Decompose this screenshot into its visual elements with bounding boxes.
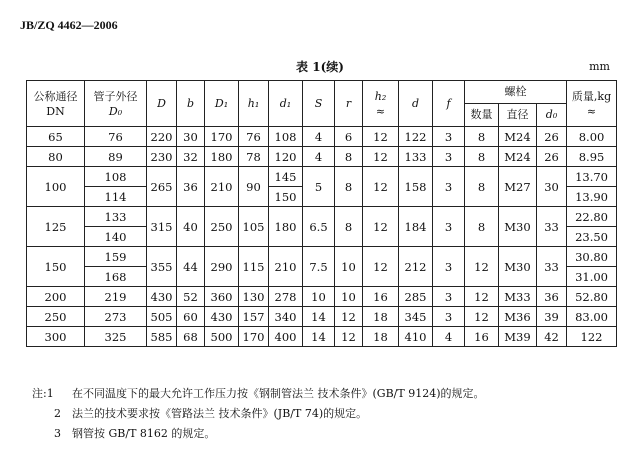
col-header-bolt-qty: 数量	[465, 104, 499, 127]
col-header-S: S	[303, 81, 335, 127]
cell-bolt-dia: M30	[499, 247, 537, 287]
cell-d: 212	[399, 247, 433, 287]
col-header-dn: 公称通径 DN	[27, 81, 85, 127]
cell-d: 184	[399, 207, 433, 247]
flange-dimension-table	[26, 80, 617, 347]
notes	[32, 384, 485, 444]
cell-f: 3	[433, 307, 465, 327]
cell-h2: 12	[363, 127, 399, 147]
cell-dn: 125	[27, 207, 85, 247]
cell-b: 40	[177, 207, 205, 247]
cell-d: 133	[399, 147, 433, 167]
cell-r: 8	[335, 167, 363, 207]
cell-f: 3	[433, 287, 465, 307]
cell-h2: 18	[363, 327, 399, 347]
cell-pipe-od: 325	[85, 327, 147, 347]
cell-bolt-d0: 42	[537, 327, 567, 347]
cell-bolt-qty: 12	[465, 287, 499, 307]
table-row	[27, 307, 617, 327]
cell-d1: 400	[269, 327, 303, 347]
cell-bolt-dia: M30	[499, 207, 537, 247]
cell-dn: 80	[27, 147, 85, 167]
cell-D1: 290	[205, 247, 239, 287]
col-header-f: f	[433, 81, 465, 127]
cell-D1: 170	[205, 127, 239, 147]
cell-r: 8	[335, 207, 363, 247]
cell-bolt-qty: 12	[465, 307, 499, 327]
cell-D: 430	[147, 287, 177, 307]
cell-mass: 30.80	[567, 247, 617, 267]
cell-d1: 278	[269, 287, 303, 307]
cell-mass: 83.00	[567, 307, 617, 327]
cell-h1: 115	[239, 247, 269, 287]
table-row	[27, 327, 617, 347]
cell-mass: 8.00	[567, 127, 617, 147]
cell-D1: 430	[205, 307, 239, 327]
table-row	[27, 127, 617, 147]
col-header-D: D	[147, 81, 177, 127]
cell-pipe-od: 140	[85, 227, 147, 247]
cell-d1: 340	[269, 307, 303, 327]
cell-d1: 180	[269, 207, 303, 247]
cell-d1: 108	[269, 127, 303, 147]
unit-label: mm	[589, 60, 610, 73]
cell-d: 410	[399, 327, 433, 347]
cell-d: 285	[399, 287, 433, 307]
cell-dn: 100	[27, 167, 85, 207]
cell-f: 3	[433, 207, 465, 247]
cell-D: 505	[147, 307, 177, 327]
col-header-bolt-dia: 直径	[499, 104, 537, 127]
cell-r: 10	[335, 287, 363, 307]
col-header-d: d	[399, 81, 433, 127]
cell-d1: 210	[269, 247, 303, 287]
cell-bolt-qty: 8	[465, 167, 499, 207]
cell-pipe-od: 219	[85, 287, 147, 307]
cell-mass: 122	[567, 327, 617, 347]
cell-d: 158	[399, 167, 433, 207]
cell-f: 3	[433, 247, 465, 287]
col-header-b: b	[177, 81, 205, 127]
cell-S: 7.5	[303, 247, 335, 287]
cell-D: 265	[147, 167, 177, 207]
cell-dn: 150	[27, 247, 85, 287]
cell-S: 14	[303, 307, 335, 327]
table-row	[27, 147, 617, 167]
cell-h1: 170	[239, 327, 269, 347]
cell-h1: 76	[239, 127, 269, 147]
cell-b: 36	[177, 167, 205, 207]
cell-bolt-d0: 30	[537, 167, 567, 207]
cell-D: 315	[147, 207, 177, 247]
cell-h2: 12	[363, 147, 399, 167]
cell-dn: 200	[27, 287, 85, 307]
cell-mass: 13.70	[567, 167, 617, 187]
cell-S: 14	[303, 327, 335, 347]
table-row	[27, 167, 617, 187]
cell-D: 220	[147, 127, 177, 147]
table-row	[27, 247, 617, 267]
cell-D1: 360	[205, 287, 239, 307]
cell-bolt-d0: 26	[537, 127, 567, 147]
cell-S: 4	[303, 127, 335, 147]
cell-d1: 145	[269, 167, 303, 187]
cell-b: 32	[177, 147, 205, 167]
cell-d1: 120	[269, 147, 303, 167]
cell-bolt-qty: 16	[465, 327, 499, 347]
cell-pipe-od: 168	[85, 267, 147, 287]
cell-h2: 18	[363, 307, 399, 327]
standard-number: JB/ZQ 4462—2006	[20, 18, 118, 32]
cell-D1: 250	[205, 207, 239, 247]
cell-D1: 210	[205, 167, 239, 207]
col-header-r: r	[335, 81, 363, 127]
cell-mass: 22.80	[567, 207, 617, 227]
cell-dn: 65	[27, 127, 85, 147]
cell-h1: 90	[239, 167, 269, 207]
cell-h1: 157	[239, 307, 269, 327]
cell-f: 3	[433, 167, 465, 207]
table-row	[27, 207, 617, 227]
cell-mass: 31.00	[567, 267, 617, 287]
header-row-1	[27, 81, 617, 104]
cell-r: 8	[335, 147, 363, 167]
cell-pipe-od: 76	[85, 127, 147, 147]
cell-S: 5	[303, 167, 335, 207]
col-header-pipe-od: 管子外径 D₀	[85, 81, 147, 127]
cell-d: 122	[399, 127, 433, 147]
cell-bolt-d0: 39	[537, 307, 567, 327]
cell-h2: 12	[363, 167, 399, 207]
cell-bolt-dia: M24	[499, 127, 537, 147]
cell-dn: 300	[27, 327, 85, 347]
cell-b: 68	[177, 327, 205, 347]
cell-f: 4	[433, 327, 465, 347]
cell-S: 10	[303, 287, 335, 307]
cell-mass: 8.95	[567, 147, 617, 167]
cell-bolt-d0: 33	[537, 207, 567, 247]
cell-bolt-d0: 36	[537, 287, 567, 307]
col-header-D1: D₁	[205, 81, 239, 127]
cell-D1: 500	[205, 327, 239, 347]
cell-D: 355	[147, 247, 177, 287]
cell-r: 12	[335, 307, 363, 327]
col-header-h1: h₁	[239, 81, 269, 127]
cell-r: 10	[335, 247, 363, 287]
cell-pipe-od: 133	[85, 207, 147, 227]
cell-bolt-dia: M27	[499, 167, 537, 207]
cell-S: 6.5	[303, 207, 335, 247]
cell-pipe-od: 114	[85, 187, 147, 207]
cell-bolt-qty: 8	[465, 147, 499, 167]
cell-pipe-od: 159	[85, 247, 147, 267]
cell-f: 3	[433, 147, 465, 167]
cell-bolt-qty: 8	[465, 207, 499, 247]
cell-d1: 150	[269, 187, 303, 207]
cell-r: 6	[335, 127, 363, 147]
cell-D1: 180	[205, 147, 239, 167]
col-header-bolt-d0: d₀	[537, 104, 567, 127]
cell-b: 30	[177, 127, 205, 147]
col-header-h2: h₂ ≈	[363, 81, 399, 127]
cell-pipe-od: 108	[85, 167, 147, 187]
cell-h2: 16	[363, 287, 399, 307]
table-caption: 表 1(续)	[296, 60, 344, 74]
cell-h2: 12	[363, 207, 399, 247]
col-header-mass: 质量,kg ≈	[567, 81, 617, 127]
cell-mass: 13.90	[567, 187, 617, 207]
note-2: 2 法兰的技术要求按《管路法兰 技术条件》(JB/T 74)的规定。	[54, 407, 368, 420]
cell-h1: 105	[239, 207, 269, 247]
cell-pipe-od: 89	[85, 147, 147, 167]
cell-bolt-dia: M24	[499, 147, 537, 167]
cell-bolt-dia: M39	[499, 327, 537, 347]
col-header-bolt: 螺栓	[465, 81, 567, 104]
cell-h1: 130	[239, 287, 269, 307]
note-1: 注:1 在不同温度下的最大允许工作压力按《钢制管法兰 技术条件》(GB/T 9124)的规定。	[32, 387, 485, 400]
cell-pipe-od: 273	[85, 307, 147, 327]
cell-r: 12	[335, 327, 363, 347]
cell-D: 585	[147, 327, 177, 347]
cell-bolt-qty: 8	[465, 127, 499, 147]
cell-f: 3	[433, 127, 465, 147]
cell-bolt-d0: 33	[537, 247, 567, 287]
cell-b: 44	[177, 247, 205, 287]
cell-b: 60	[177, 307, 205, 327]
cell-bolt-d0: 26	[537, 147, 567, 167]
cell-bolt-dia: M33	[499, 287, 537, 307]
cell-bolt-dia: M36	[499, 307, 537, 327]
cell-d: 345	[399, 307, 433, 327]
cell-mass: 52.80	[567, 287, 617, 307]
cell-bolt-qty: 12	[465, 247, 499, 287]
cell-h1: 78	[239, 147, 269, 167]
cell-S: 4	[303, 147, 335, 167]
cell-dn: 250	[27, 307, 85, 327]
cell-h2: 12	[363, 247, 399, 287]
col-header-d1: d₁	[269, 81, 303, 127]
table-row	[27, 287, 617, 307]
cell-b: 52	[177, 287, 205, 307]
cell-mass: 23.50	[567, 227, 617, 247]
cell-D: 230	[147, 147, 177, 167]
note-3: 3 钢管按 GB/T 8162 的规定。	[54, 427, 216, 440]
